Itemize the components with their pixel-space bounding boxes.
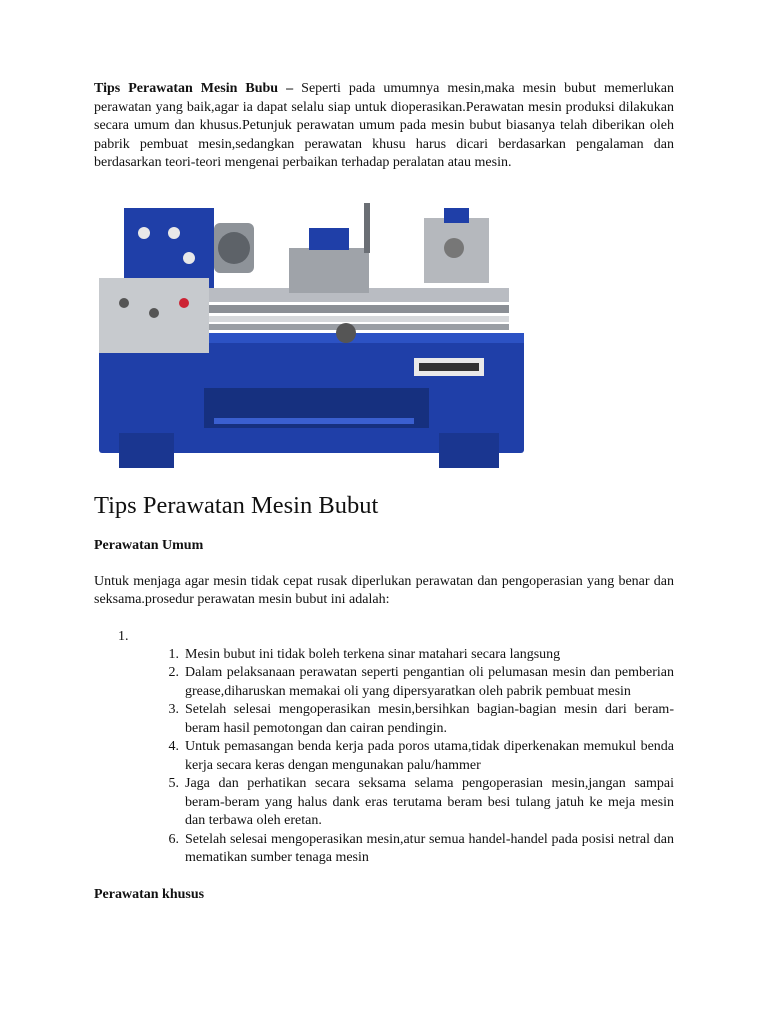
list-item-number: 3.: [168, 702, 179, 717]
page-heading: Tips Perawatan Mesin Bubut: [94, 491, 379, 519]
list-item-number: 4.: [168, 739, 179, 754]
list-item: [168, 831, 674, 868]
list-item-number: 1.: [168, 646, 179, 662]
list-item-text: Dalam pelaksanaan perawatan seperti pengantian oli pelumasan mesin dan pemberian grease,diharuskan memakai oli yang dipersyaratkan oleh pabrik pembuat mesin: [185, 665, 674, 699]
list-item: [168, 646, 674, 665]
list-item-text: Setelah selesai mengoperasikan mesin,bersihkan bagian-bagian mesin dari beram-beram hasil pemotongan dan cairan pendingin.: [185, 702, 674, 736]
procedure-list: [94, 646, 674, 868]
section-title-umum: Perawatan Umum: [94, 537, 204, 553]
intro-lead: Tips Perawatan Mesin Bubu –: [94, 81, 294, 96]
list-item-text: Setelah selesai mengoperasikan mesin,atur semua handel-handel pada posisi netral dan mematikan sumber tenaga mesin: [185, 831, 674, 865]
lathe-machine-image: [94, 193, 534, 473]
list-item-text: Untuk pemasangan benda kerja pada poros utama,tidak diperkenakan memukul benda kerja secara keras dengan mengunakan palu/hammer: [185, 739, 674, 773]
outer-list-item: [94, 628, 674, 868]
intro-paragraph: [94, 80, 674, 173]
list-item: [168, 701, 674, 738]
list-item-text: Jaga dan perhatikan secara seksama selama pengoperasian mesin,jangan sampai beram-beram yang halus dank eras terutama beram besi tulang jatuh ke meja mesin dan terbawa oleh eretan.: [185, 776, 674, 828]
list-item-text: Mesin bubut ini tidak boleh terkena sinar matahari secara langsung: [185, 646, 561, 662]
list-item: [168, 664, 674, 701]
intro-text: Seperti pada umumnya mesin,maka mesin bubut memerlukan perawatan yang baik,agar ia dapat selalu siap untuk dioperasikan.Perawatan mesin produksi dilakukan secara umum dan khusus.Petunjuk perawatan umum pada mesin bubut biasanya telah diberikan oleh pabrik pembuat mesin,sedangkan perawatan khusu harus dicari berdasarkan pengalaman dan berdasarkan teori-teori mengenai perbaikan terhadap peralatan atau mesin.: [94, 81, 675, 170]
list-item: [168, 738, 674, 775]
outer-list: [94, 628, 674, 868]
list-item-number: 2.: [168, 665, 179, 680]
lathe-machine-illustration: [94, 193, 534, 473]
section-paragraph: Untuk menjaga agar mesin tidak cepat rusak diperlukan perawatan dan pengoperasian yang benar dan seksama.prosedur perawatan mesin bubut ini adalah:: [94, 573, 674, 607]
carriage: [289, 248, 369, 293]
list-item-number: 6.: [168, 831, 179, 847]
section-title-khusus: Perawatan khusus: [94, 886, 205, 902]
list-item-number: 5.: [168, 776, 179, 791]
headstock: [124, 208, 214, 288]
outer-list-marker: 1.: [118, 628, 129, 644]
list-item: [168, 775, 674, 831]
